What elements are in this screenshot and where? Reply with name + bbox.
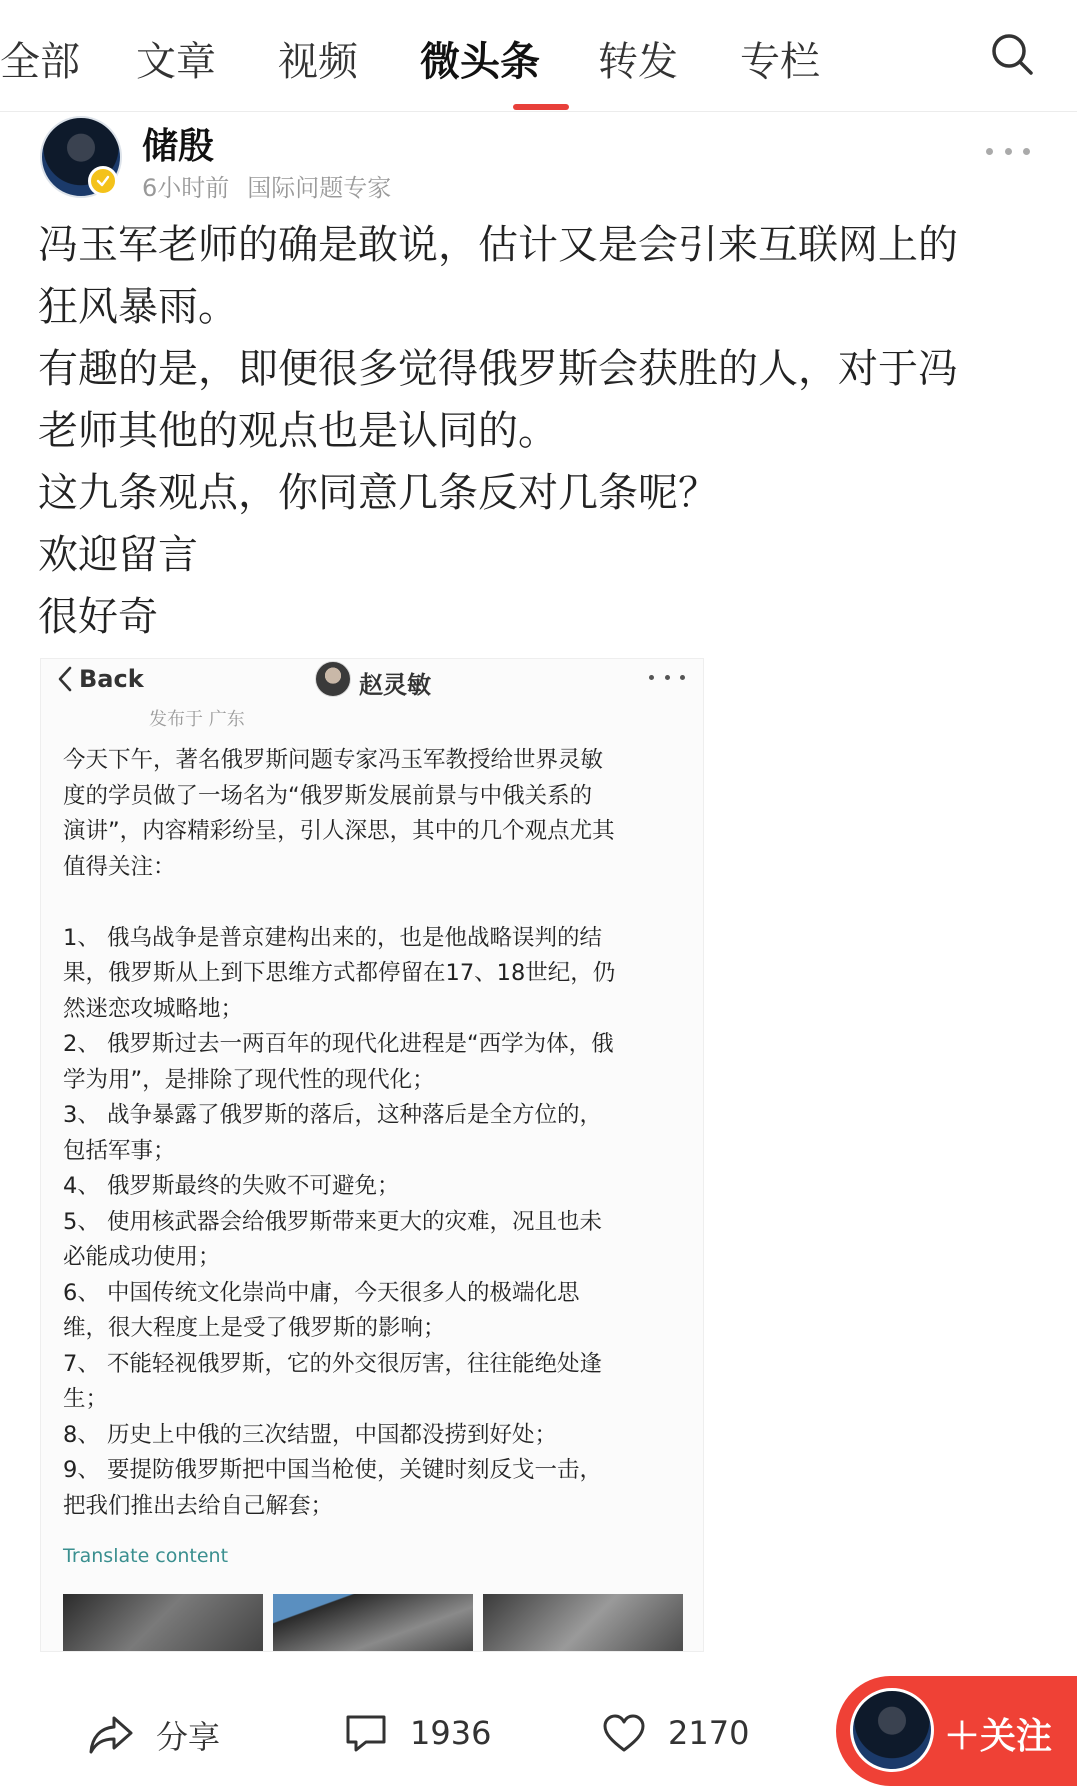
share-label: 分享 (156, 1718, 221, 1756)
embed-line: 果，俄罗斯从上到下思维方式都停留在17、18世纪，仍 (63, 960, 616, 986)
tab-videos[interactable]: 视频 (278, 39, 358, 85)
embed-line: 8、 历史上中俄的三次结盟，中国都没捞到好处； (63, 1421, 557, 1448)
embed-line: 6、 中国传统文化崇尚中庸，今天很多人的极端化思 (63, 1279, 580, 1306)
embed-line: 7、 不能轻视俄罗斯，它的外交很厉害，往往能绝处逢 (63, 1350, 602, 1377)
embed-line: 演讲”，内容精彩纷呈，引人深思，其中的几个观点尤其 (63, 818, 615, 844)
post-line: 老师其他的观点也是认同的。 (38, 408, 558, 454)
embed-back-label: Back (79, 665, 144, 693)
embed-more-icon (649, 675, 685, 681)
like-button[interactable] (602, 1712, 749, 1754)
embed-line: 1、 俄乌战争是普京建构出来的，也是他战略误判的结 (63, 924, 602, 951)
post-line: 冯玉军老师的确是敢说，估计又是会引来互联网上的 (38, 222, 958, 268)
post-time: 6小时前 (142, 174, 230, 202)
post-line: 狂风暴雨。 (38, 284, 238, 330)
embed-line: 生； (63, 1386, 109, 1412)
thumbnail-image (483, 1594, 683, 1652)
heart-icon (602, 1712, 646, 1754)
comment-count: 1936 (410, 1714, 492, 1752)
embed-line: 把我们推出去给自己解套； (63, 1492, 334, 1519)
tab-reposts[interactable]: 转发 (598, 39, 678, 85)
embed-line: 维，很大程度上是受了俄罗斯的影响； (63, 1315, 446, 1341)
top-tab-bar (0, 0, 1077, 112)
tab-all[interactable]: 全部 (0, 39, 80, 85)
share-button[interactable] (88, 1712, 220, 1758)
verified-badge-icon (88, 166, 118, 196)
post-line: 欢迎留言 (38, 532, 198, 578)
comment-icon (344, 1712, 388, 1754)
embed-author-avatar (315, 661, 351, 697)
embedded-screenshot[interactable] (40, 658, 704, 1652)
embed-line: 值得关注： (63, 853, 176, 880)
embed-thumbnail-strip (63, 1594, 683, 1652)
embed-line (63, 885, 693, 921)
embed-line: 2、 俄罗斯过去一两百年的现代化进程是“西学为体，俄 (63, 1031, 614, 1057)
embed-line: 3、 战争暴露了俄罗斯的落后，这种落后是全方位的， (63, 1102, 602, 1128)
author-title: 国际问题专家 (247, 174, 392, 202)
follow-avatar[interactable] (850, 1688, 934, 1772)
post-line: 有趣的是，即便很多觉得俄罗斯会获胜的人，对于冯 (38, 346, 958, 392)
embed-line: 然迷恋攻城略地； (63, 995, 244, 1022)
more-options-icon[interactable] (986, 148, 1030, 160)
active-tab-indicator (513, 104, 569, 110)
embed-line: 今天下午，著名俄罗斯问题专家冯玉军教授给世界灵敏 (63, 747, 604, 773)
embed-header (41, 659, 704, 709)
author-name[interactable]: 储殷 (142, 126, 215, 167)
embed-line: 5、 使用核武器会给俄罗斯带来更大的灾难，况且也未 (63, 1208, 602, 1235)
chevron-left-icon (57, 666, 73, 692)
embed-line: 学为用”，是排除了现代性的现代化； (63, 1066, 435, 1093)
like-count: 2170 (668, 1714, 750, 1752)
embed-location: 发布于 广东 (149, 709, 245, 730)
follow-button[interactable]: ＋关注 (944, 1716, 1053, 1757)
embed-line: 度的学员做了一场名为“俄罗斯发展前景与中俄关系的 (63, 782, 593, 809)
embed-line: 包括军事； (63, 1137, 176, 1164)
search-icon[interactable] (988, 30, 1036, 78)
post-line: 这九条观点，你同意几条反对几条呢？ (38, 470, 718, 516)
thumbnail-image (63, 1594, 263, 1652)
embed-back-button (57, 665, 144, 693)
tab-micro-headlines[interactable]: 微头条 (420, 39, 540, 85)
share-icon (88, 1714, 134, 1756)
tab-columns[interactable]: 专栏 (740, 39, 820, 85)
tab-articles[interactable]: 文章 (136, 39, 216, 85)
embed-line: 4、 俄罗斯最终的失败不可避免； (63, 1173, 400, 1199)
post-text (38, 214, 1038, 648)
comment-button[interactable] (344, 1712, 491, 1754)
embed-author-name: 赵灵敏 (359, 671, 431, 699)
embed-line: 9、 要提防俄罗斯把中国当枪使，关键时刻反戈一击， (63, 1457, 602, 1483)
post-line: 很好奇 (38, 594, 158, 640)
embed-body (63, 743, 693, 1524)
thumbnail-image (273, 1594, 473, 1652)
author-meta (142, 168, 391, 203)
translate-content-link: Translate content (63, 1545, 229, 1567)
embed-line: 必能成功使用； (63, 1244, 221, 1270)
